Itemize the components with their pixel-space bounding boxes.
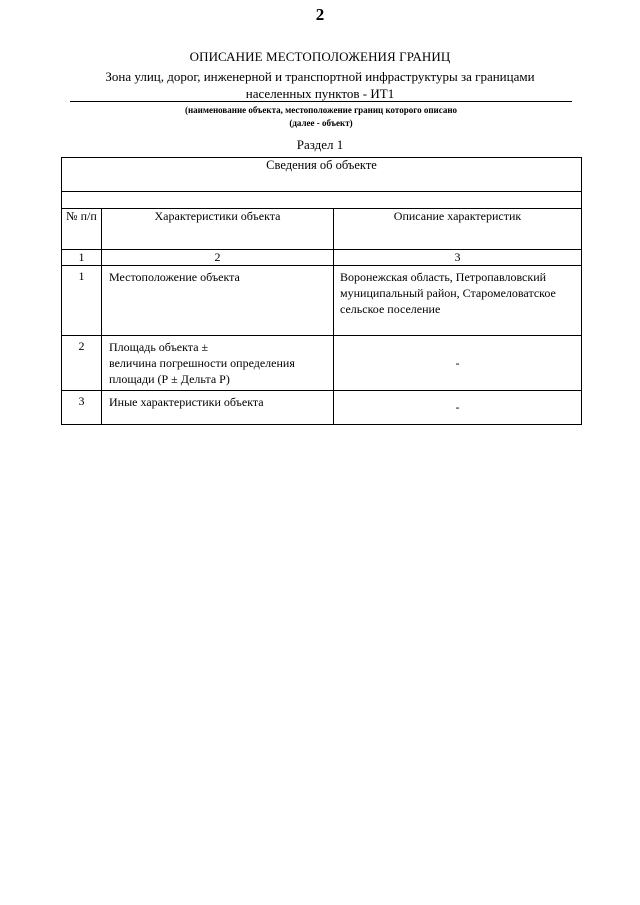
- table-spacer-row: [62, 192, 582, 209]
- document-title: ОПИСАНИЕ МЕСТОПОЛОЖЕНИЯ ГРАНИЦ: [189, 49, 451, 64]
- table-row: [62, 336, 582, 391]
- row-characteristic-line-1: Площадь объекта ±: [109, 340, 209, 354]
- row-number: 3: [62, 391, 102, 425]
- row-description: -: [334, 336, 582, 391]
- row-characteristic-line-2: величина погрешности определения площади (Р ± Дельта Р): [109, 356, 295, 386]
- table-spacer-cell: [62, 192, 582, 209]
- column-header-row: [62, 209, 582, 250]
- table-title: Сведения об объекте: [62, 158, 582, 192]
- object-name: [70, 68, 570, 102]
- column-number-2: 2: [102, 250, 334, 266]
- row-description: Воронежская область, Петропавловский муниципальный район, Старомеловатское сельское поселение: [334, 266, 582, 336]
- column-header-description: Описание характеристик: [334, 209, 582, 250]
- row-number: 1: [62, 266, 102, 336]
- table-row: [62, 391, 582, 425]
- row-number: 2: [62, 336, 102, 391]
- caption-line-1: (наименование объекта, местоположение границ которого описано: [184, 105, 458, 115]
- section-title: Раздел 1: [296, 137, 344, 152]
- page-number: 2: [315, 5, 325, 24]
- column-header-number: № п/п: [62, 209, 102, 250]
- object-info-table: [61, 157, 582, 425]
- column-number-1: 1: [62, 250, 102, 266]
- table-row: [62, 266, 582, 336]
- row-characteristic: Иные характеристики объекта: [102, 391, 334, 425]
- row-characteristic: Местоположение объекта: [102, 266, 334, 336]
- column-header-characteristics: Характеристики объекта: [102, 209, 334, 250]
- underline-rule: [70, 101, 572, 102]
- object-name-line-1: Зона улиц, дорог, инженерной и транспортной инфраструктуры за границами: [105, 69, 535, 84]
- row-description: -: [334, 391, 582, 425]
- caption-line-2: (далее - объект): [289, 118, 353, 128]
- row-characteristic: [102, 336, 334, 391]
- table-title-row: [62, 158, 582, 192]
- column-number-3: 3: [334, 250, 582, 266]
- object-caption: [70, 104, 572, 130]
- object-name-line-2: населенных пунктов - ИТ1: [245, 86, 395, 101]
- column-number-row: [62, 250, 582, 266]
